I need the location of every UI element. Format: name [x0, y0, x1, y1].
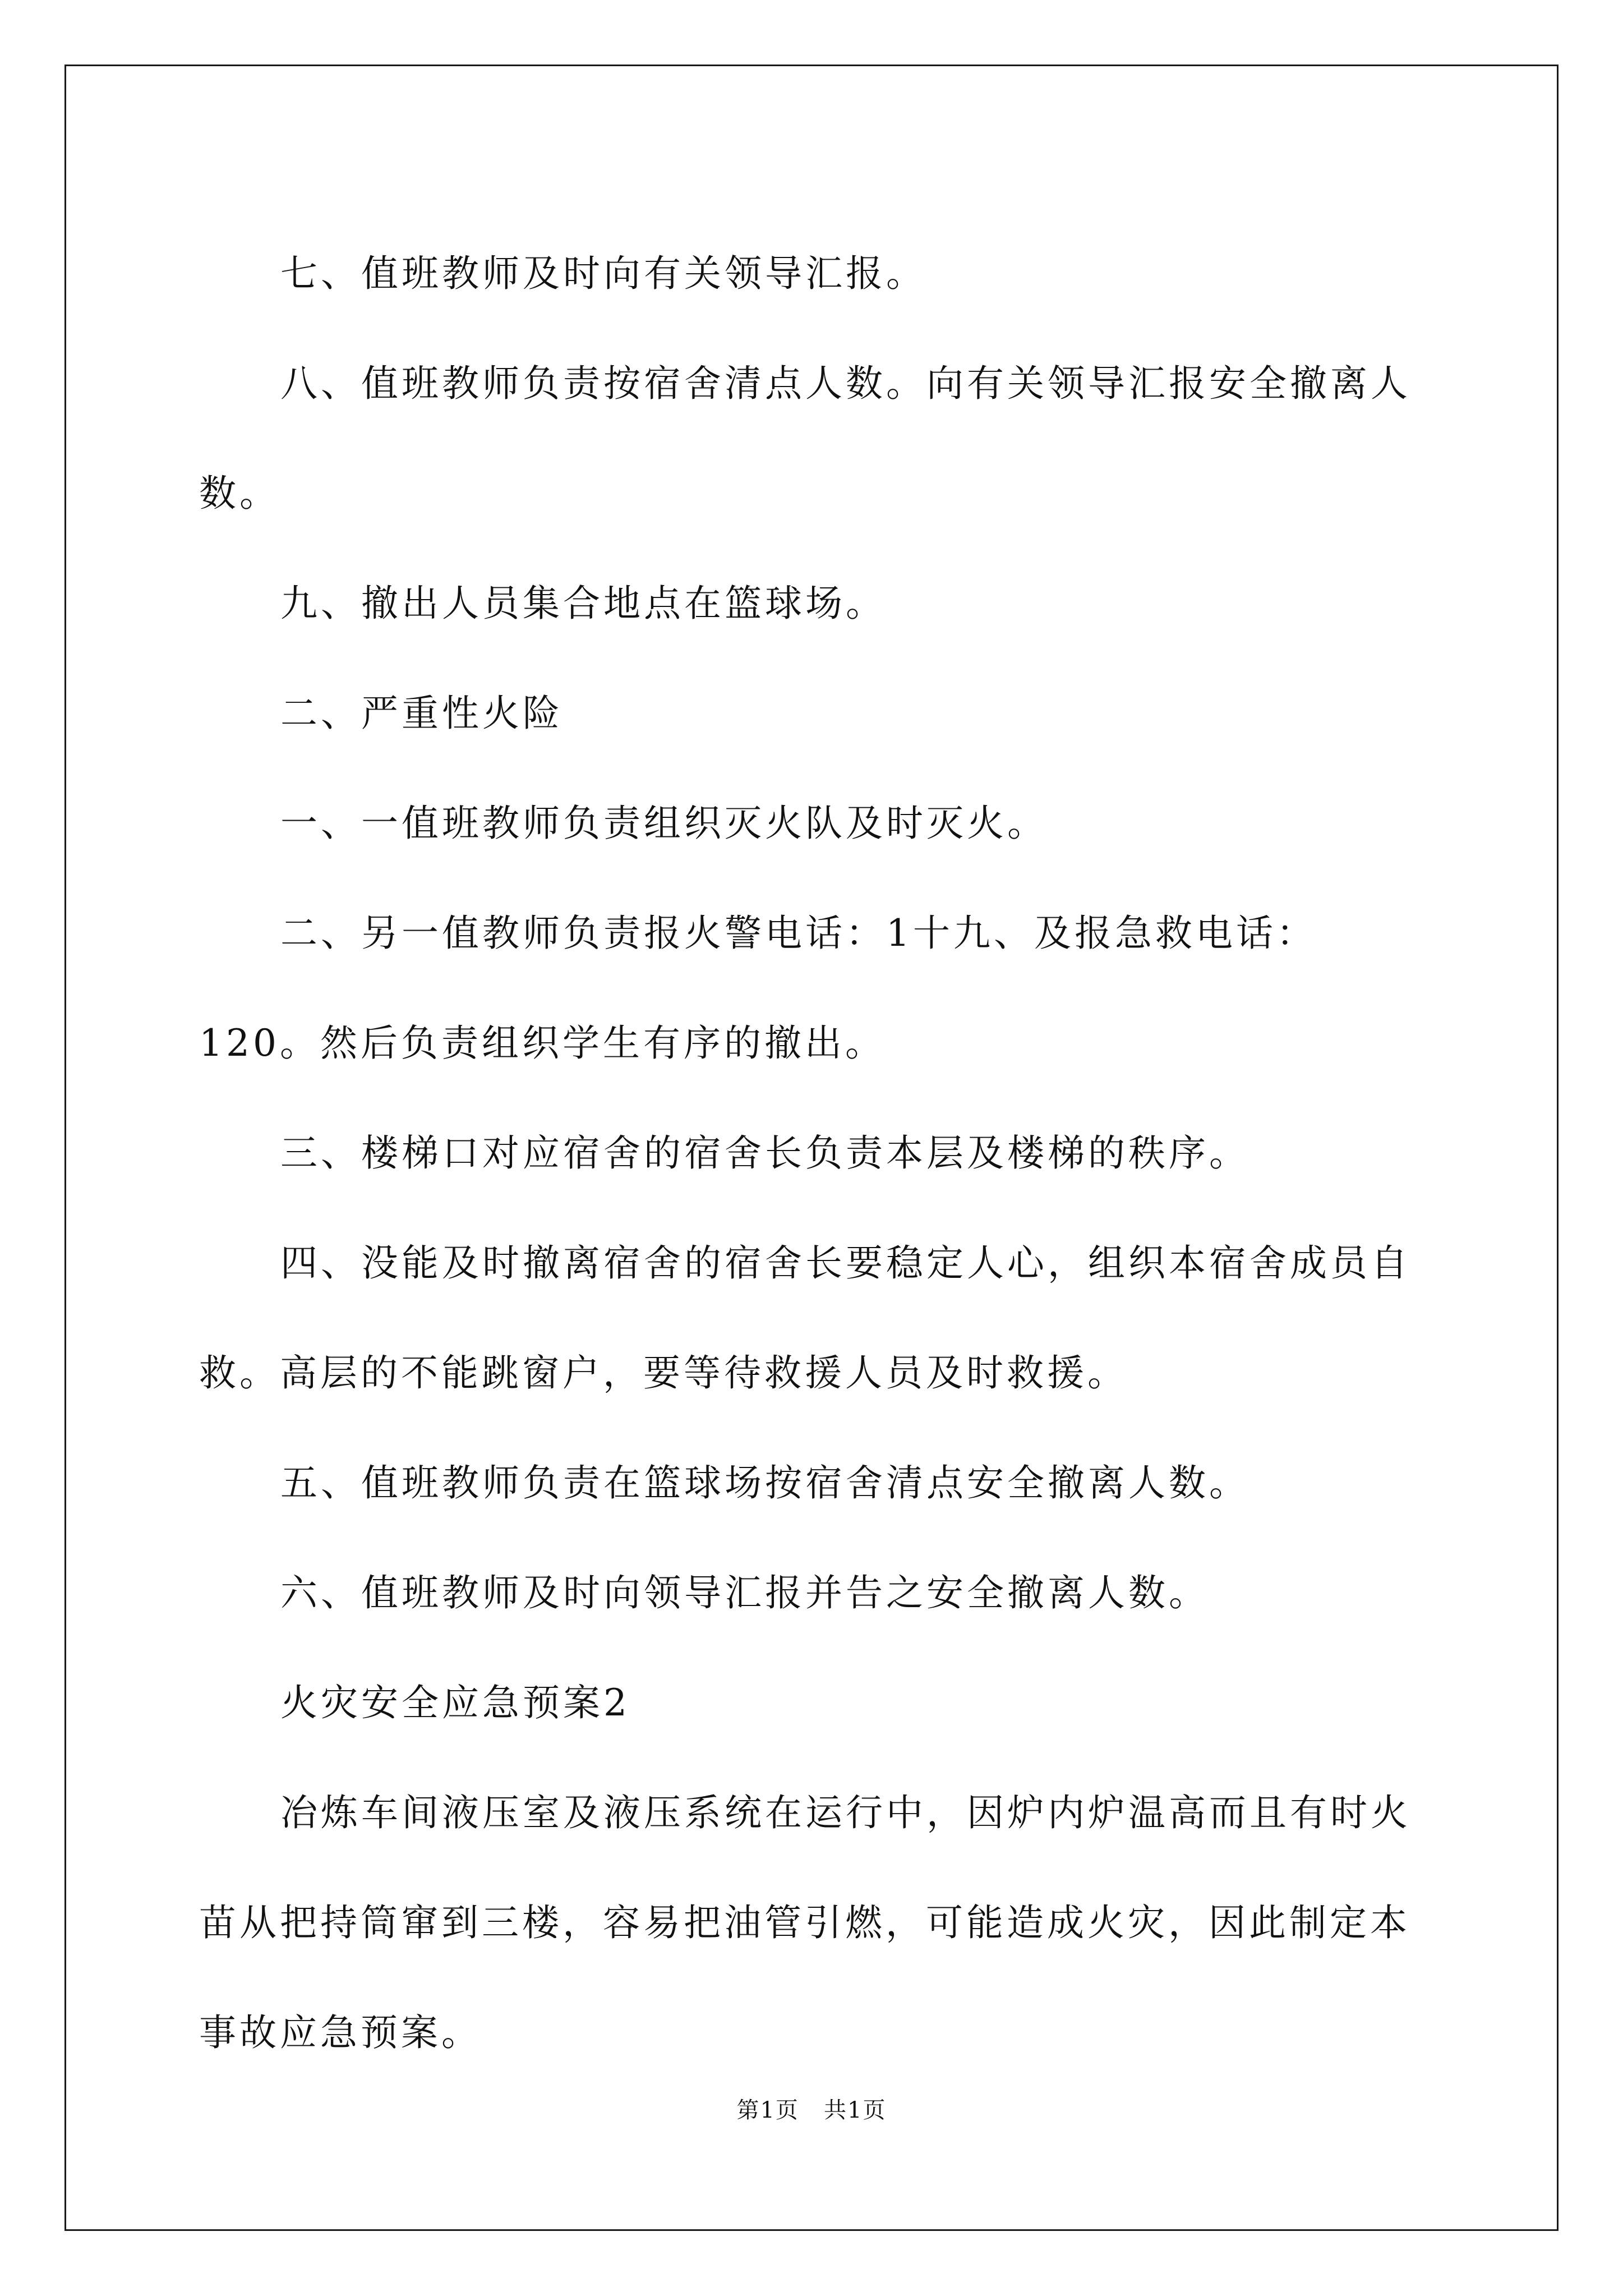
paragraph: 二、另一值教师负责报火警电话：1十九、及报急救电话：120。然后负责组织学生有序的撤出。	[199, 912, 1317, 1065]
paragraph: 三、楼梯口对应宿舍的宿舍长负责本层及楼梯的秩序。	[280, 1131, 1249, 1175]
document-body	[199, 219, 1433, 2088]
paragraph: 八、值班教师负责按宿舍清点人数。向有关领导汇报安全撤离人数。	[199, 362, 1411, 515]
section-heading: 二、严重性火险	[280, 692, 563, 735]
paragraph: 六、值班教师及时向领导汇报并告之安全撤离人数。	[280, 1571, 1209, 1614]
paragraph: 五、值班教师负责在篮球场按宿舍清点安全撤离人数。	[280, 1461, 1249, 1504]
paragraph: 冶炼车间液压室及液压系统在运行中，因炉内炉温高而且有时火苗从把持筒窜到三楼，容易把油管引燃，可能造成火灾，因此制定本事故应急预案。	[199, 1791, 1411, 2054]
paragraph: 九、撤出人员集合地点在篮球场。	[280, 582, 886, 625]
paragraph: 七、值班教师及时向有关领导汇报。	[280, 252, 926, 295]
page-number-footer: 第1页 共1页	[736, 2097, 887, 2123]
paragraph: 一、一值班教师负责组织灭火队及时灭火。	[280, 802, 1048, 845]
paragraph: 四、没能及时撤离宿舍的宿舍长要稳定人心，组织本宿舍成员自救。高层的不能跳窗户，要等待救援人员及时救援。	[199, 1241, 1411, 1395]
section-title: 火灾安全应急预案2	[280, 1681, 630, 1724]
